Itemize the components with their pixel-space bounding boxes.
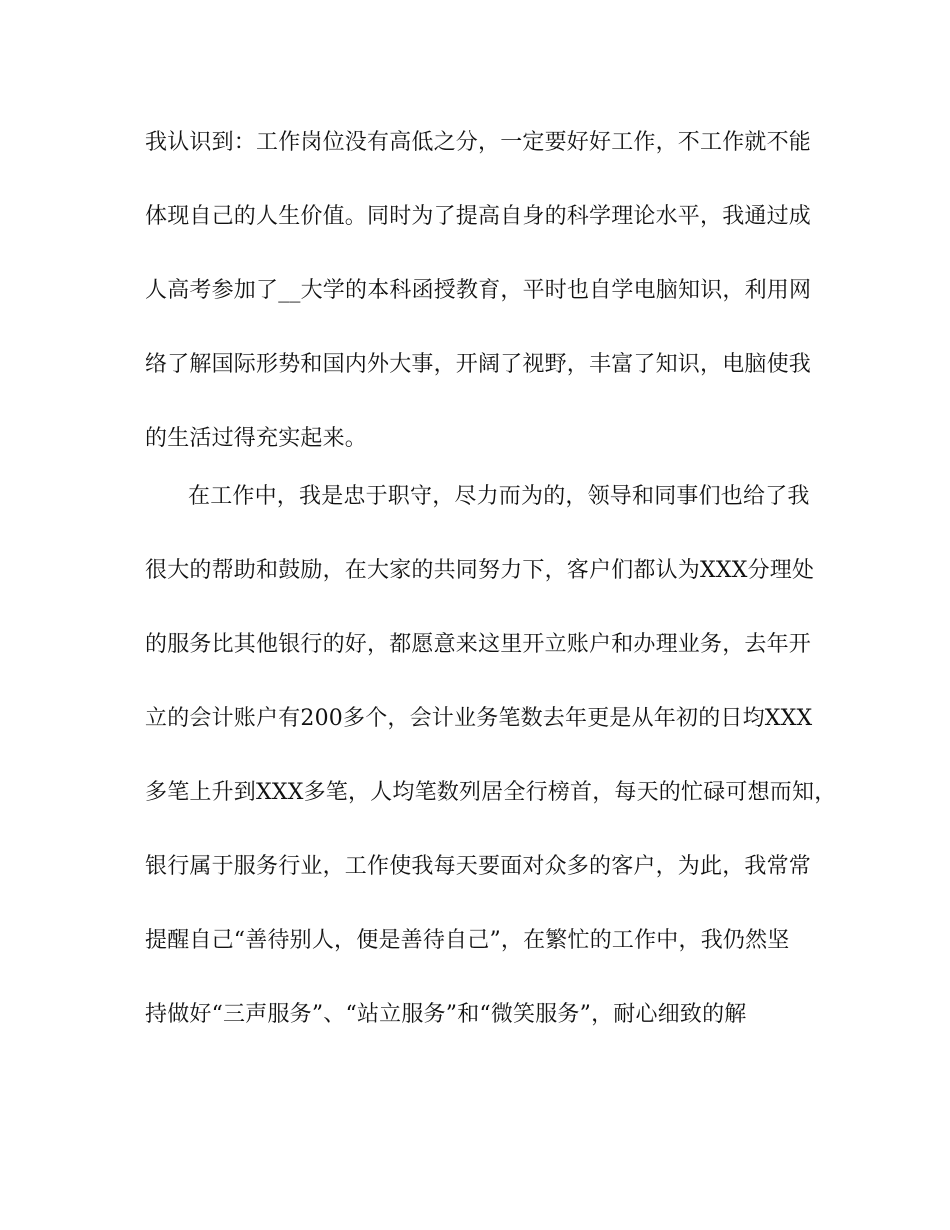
- paragraph-first-line: 在工作中，我是忠于职守，尽力而为的，领导和同事们也给了我: [188, 484, 810, 509]
- text-line: 提醒自己“善待别人，便是善待自己”，在繁忙的工作中，我仍然坚: [145, 928, 790, 953]
- text-line: 立的会计账户有200多个，会计业务笔数去年更是从年初的日均XXX: [145, 706, 813, 731]
- text-line: 人高考参加了__大学的本科函授教育，平时也自学电脑知识，利用网: [145, 278, 812, 303]
- text-line: 的生活过得充实起来。: [145, 426, 368, 451]
- text-line: 多笔上升到XXX多笔，人均笔数列居全行榜首，每天的忙碌可想而知，: [145, 780, 837, 805]
- text-line: 的服务比其他银行的好，都愿意来这里开立账户和办理业务，去年开: [145, 632, 812, 657]
- text-line: 体现自己的人生价值。同时为了提高自身的科学理论水平，我通过成: [145, 204, 812, 229]
- text-line: 银行属于服务行业，工作使我每天要面对众多的客户，为此，我常常: [145, 854, 812, 879]
- text-line: 持做好“三声服务”、“站立服务”和“微笑服务”，耐心细致的解: [145, 1002, 747, 1027]
- text-line: 我认识到：工作岗位没有高低之分，一定要好好工作，不工作就不能: [145, 130, 812, 155]
- text-line: 很大的帮助和鼓励，在大家的共同努力下，客户们都认为XXX分理处: [145, 558, 815, 583]
- text-line: 络了解国际形势和国内外大事，开阔了视野，丰富了知识，电脑使我: [145, 352, 812, 377]
